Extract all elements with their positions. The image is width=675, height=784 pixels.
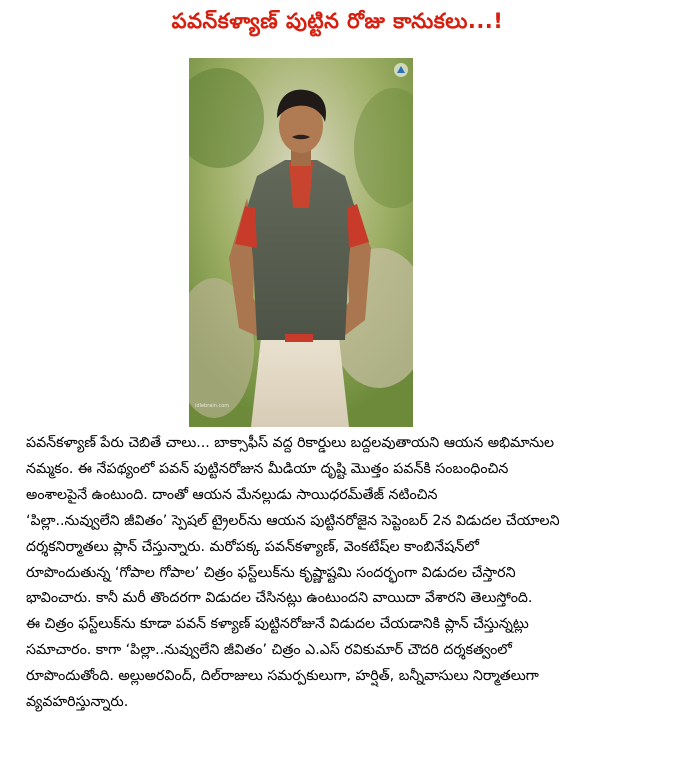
body-line: దర్శకనిర్మాతలు ప్లాన్ చేస్తున్నారు. మరోపక్క పవన్‌కళ్యాణ్, వెంకటేష్‌ల కాంబినేషన్‌లో [26, 538, 479, 555]
body-line: అంశాలపైనే ఉంటుంది. దాంతో ఆయన మేనల్లుడు సాయిధరమ్‌తేజ్ నటించిన [26, 486, 438, 503]
person-photo [189, 58, 413, 427]
site-logo-icon [393, 62, 409, 78]
body-line: ఈ చిత్రం ఫస్ట్‌లుక్‌ను కూడా పవన్ కళ్యాణ్ పుట్టినరోజునే విడుదల చేయడానికి ప్లాన్ చేస్తున్నట్లు [26, 616, 529, 633]
body-line: వ్యవహరిస్తున్నారు. [26, 694, 129, 711]
body-line: నమ్మకం. ఈ నేపథ్యంలో పవన్ పుట్టినరోజున మీడియా దృష్టి మొత్తం పవన్‌కి సంబంధించిన [26, 460, 509, 477]
body-line: రూపొందుతున్న ‘గోపాల గోపాల’ చిత్రం ఫస్ట్‌లుక్‌ను కృష్ణాష్టమి సందర్భంగా విడుదల చేస్తారని [26, 564, 516, 581]
article-body [26, 431, 656, 716]
body-line: భావించారు. కానీ మరీ తొందరగా విడుదల చేసినట్లు ఉంటుందని వాయిదా వేశారని తెలుస్తోంది. [26, 590, 533, 607]
title-banner [0, 4, 675, 44]
body-line: సమాచారం. కాగా ‘పిల్లా..నువ్వులేని జీవితం’ చిత్రం ఎ.ఎస్ రవికుమార్ చౌదరి దర్శకత్వంలో [26, 642, 512, 659]
article-title: పవన్‌కళ్యాణ్ పుట్టిన రోజు కానుకలు...! [171, 9, 504, 33]
body-line: రూపొందుతోంది. అల్లుఅరవింద్, దిల్‌రాజులు సమర్పకులుగా, హర్షిత్, బన్నీవాసులు నిర్మాతలుగా [26, 668, 539, 685]
body-line: ‘పిల్లా..నువ్వులేని జీవితం’ స్పెషల్ ట్రైలర్‌ను ఆయన పుట్టినరోజైన సెప్టెంబర్ 2న విడుదల చేయాలని [26, 512, 560, 529]
body-line: పవన్‌కళ్యాణ్ పేరు చెబితే చాలు... బాక్సాఫీస్ వద్ద రికార్డులు బద్దలవుతాయని ఆయన అభిమానుల [26, 435, 555, 451]
person-photo-icon [189, 58, 413, 427]
photo-caption: idlebrain.com [195, 403, 230, 409]
